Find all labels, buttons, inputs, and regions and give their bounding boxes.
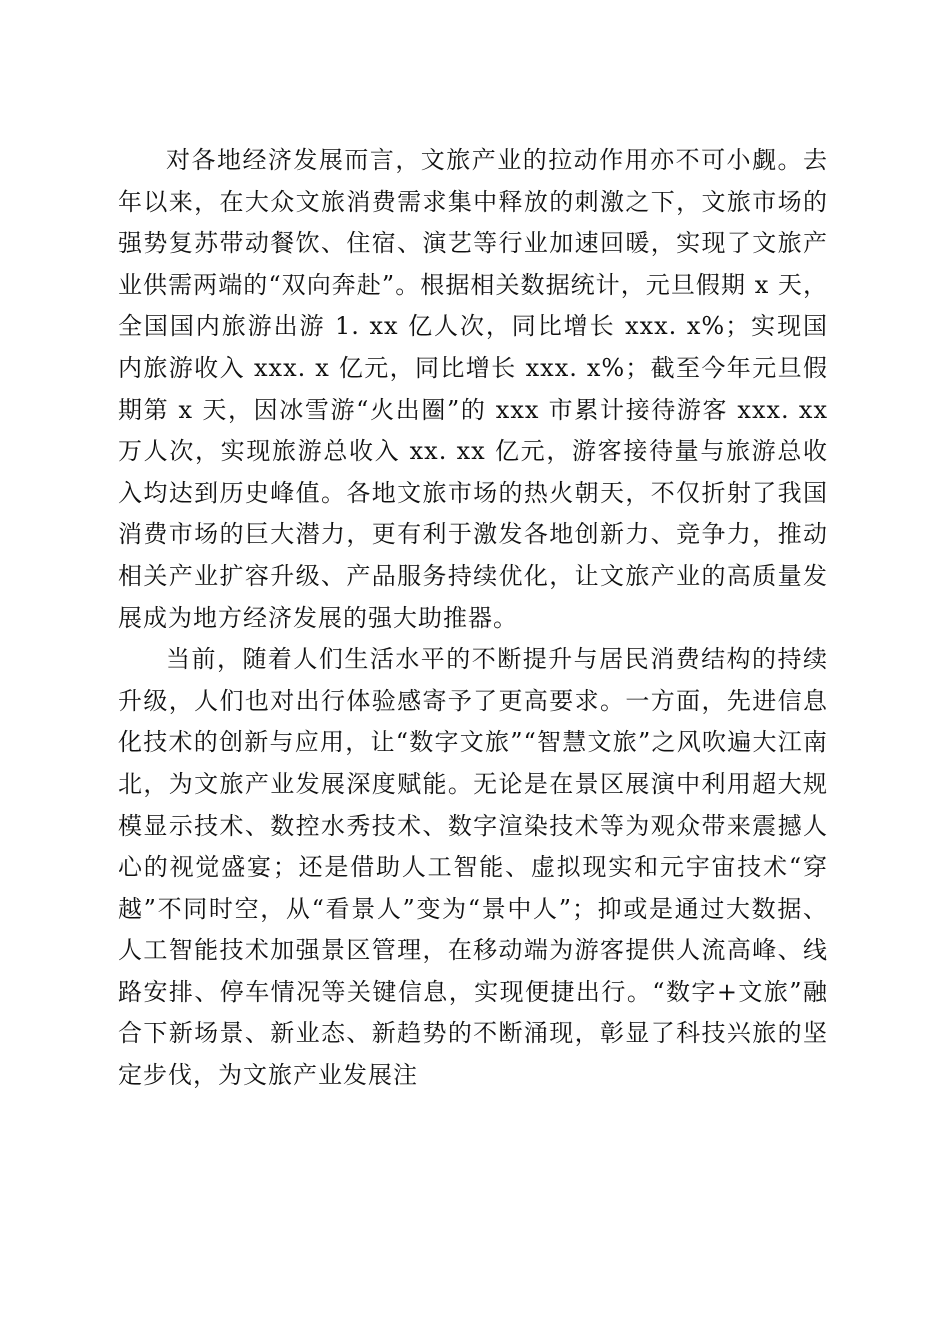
paragraph: 当前，随着人们生活水平的不断提升与居民消费结构的持续升级，人们也对出行体验感寄予了更高要求。一方面，先进信息化技术的创新与应用，让“数字文旅”“智慧文旅”之风吹遍大江南北，为文旅产业发展深度赋能。无论是在景区展演中利用超大规模显示技术、数控水秀技术、数字渲染技术等为观众带来震撼人心的视觉盛宴；还是借助人工智能、虚拟现实和元宇宙技术“穿越”不同时空，从“看景人”变为“景中人”；抑或是通过大数据、人工智能技术加强景区管理，在移动端为游客提供人流高峰、线路安排、停车情况等关键信息，实现便捷出行。“数字+文旅”融合下新场景、新业态、新趋势的不断涌现，彰显了科技兴旅的坚定步伐，为文旅产业发展注 (118, 645, 828, 1090)
paragraph: 对各地经济发展而言，文旅产业的拉动作用亦不可小觑。去年以来，在大众文旅消费需求集中释放的刺激之下，文旅市场的强势复苏带动餐饮、住宿、演艺等行业加速回暖，实现了文旅产业供需两端的“双向奔赴”。根据相关数据统计，元旦假期 x 天，全国国内旅游出游 1. xx 亿人次，同比增长 xxx. x%；实现国内旅游收入 xxx. x 亿元，同比增长 xxx. x%；截至今年元旦假期第 x 天，因冰雪游“火出圈”的 xxx 市累计接待游客 xxx. xx 万人次，实现旅游总收入 xx. xx 亿元，游客接待量与旅游总收入均达到历史峰值。各地文旅市场的热火朝天，不仅折射了我国消费市场的巨大潜力，更有利于激发各地创新力、竞争力，推动相关产业扩容升级、产品服务持续优化，让文旅产业的高质量发展成为地方经济发展的强大助推器。 (118, 146, 828, 632)
document-body (118, 140, 828, 1097)
